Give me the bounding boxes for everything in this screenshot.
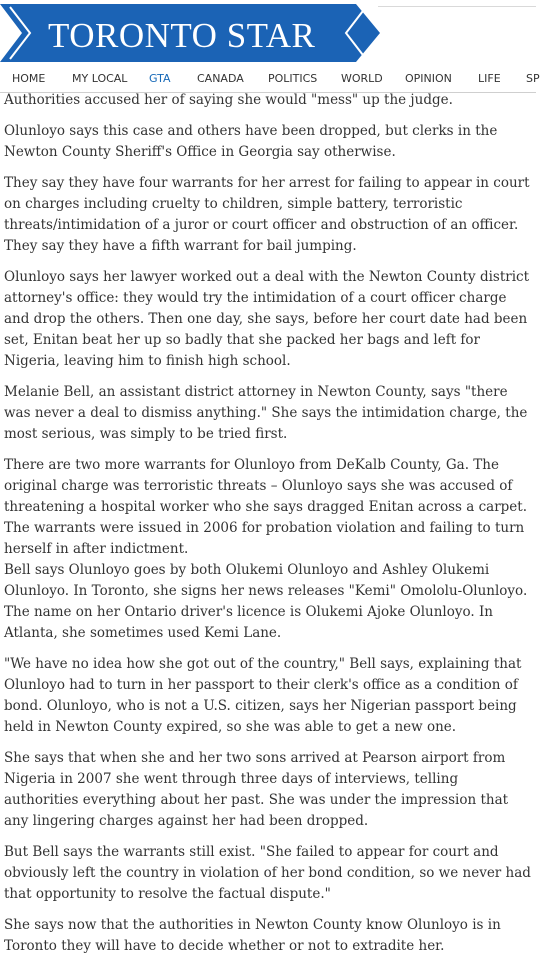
nav-item-home[interactable]: HOME — [12, 72, 46, 85]
article-paragraph: She says that when she and her two sons arrived at Pearson airport from Nigeria in 2007 she went through three days of interviews, telling authorities everything about her past. She was under the impression that any lingering charges against her had been dropped. — [4, 750, 509, 829]
nav-item-politics[interactable]: POLITICS — [268, 72, 318, 85]
nav-item-opinion[interactable]: OPINION — [405, 72, 452, 85]
article-paragraph: Olunloyo says her lawyer worked out a deal with the Newton County district attorney's office: they would try the intimidation of a court officer charge and drop the others. Then one day, she says, before her court date had been set, Enitan beat her up so badly that she packed her bags and left for Nigeria, leaving him to finish high school. — [4, 269, 530, 369]
section-nav — [0, 66, 540, 93]
nav-item-world[interactable]: WORLD — [341, 72, 383, 85]
nav-item-canada[interactable]: CANADA — [197, 72, 244, 85]
article-paragraph: She says now that the authorities in Newton County know Olunloyo is in Toronto they will have to decide whether or not to extradite her. — [4, 917, 501, 954]
masthead — [0, 0, 536, 66]
article-paragraph: Olunloyo says this case and others have been dropped, but clerks in the Newton County Sheriff's Office in Georgia say otherwise. — [4, 123, 498, 160]
nav-item-gta[interactable]: GTA — [149, 72, 171, 85]
article-paragraph: "We have no idea how she got out of the country," Bell says, explaining that Olunloyo had to turn in her passport to their clerk's office as a condition of bond. Olunloyo, who is not a U.S. citizen, says her Nigerian passport being held in Newton County expired, so she was able to get a new one. — [4, 656, 522, 735]
masthead-divider — [378, 6, 536, 7]
site-logo[interactable]: TORONTO STAR — [48, 16, 316, 55]
nav-item-life[interactable]: LIFE — [478, 72, 501, 85]
article-paragraph: There are two more warrants for Olunloyo from DeKalb County, Ga. The original charge was terroristic threats – Olunloyo says she was accused of threatening a hospital worker who she says dragged Enitan across a carpet. The warrants were issued in 2006 for probation violation and failing to turn herself in after indictment. — [4, 457, 528, 557]
article-paragraph: But Bell says the warrants still exist. "She failed to appear for court and obviously left the country in violation of her bond condition, so we never had that opportunity to resolve the factual dispute." — [4, 844, 531, 902]
article-paragraph: Bell says Olunloyo goes by both Olukemi Olunloyo and Ashley Olukemi Olunloyo. In Toronto, she signs her news releases "Kemi" Omololu-Olunloyo. The name on her Ontario driver's licence is Olukemi Ajoke Olunloyo. In Atlanta, she sometimes used Kemi Lane. — [4, 562, 528, 641]
article-paragraph: Melanie Bell, an assistant district attorney in Newton County, says "there was never a deal to dismiss anything." She says the intimidation charge, the most serious, was simply to be tried first. — [4, 384, 528, 442]
article-body — [4, 90, 532, 957]
article-paragraph: They say they have four warrants for her arrest for failing to appear in court on charges including cruelty to children, simple battery, terroristic threats/intimidation of a juror or court officer and obstruction of an officer. They say they have a fifth warrant for bail jumping. — [4, 175, 530, 254]
nav-item-sports[interactable]: SP — [526, 72, 540, 85]
article-paragraph: Authorities accused her of saying she would "mess" up the judge. — [4, 92, 453, 108]
nav-item-my-local[interactable]: MY LOCAL — [72, 72, 128, 85]
